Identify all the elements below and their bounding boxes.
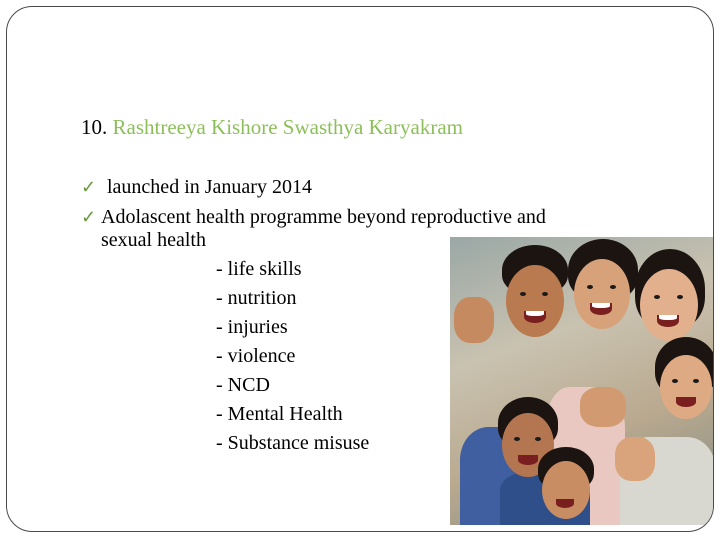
sub-item: - injuries — [216, 316, 288, 338]
bullet-item-1 — [81, 175, 312, 199]
title-number: 10. — [81, 115, 108, 139]
sub-item: - life skills — [216, 258, 302, 280]
sub-item: - nutrition — [216, 287, 297, 309]
bullet-item-2 — [81, 205, 546, 229]
sub-item: - violence — [216, 345, 296, 367]
sub-item: - Substance misuse — [216, 432, 370, 454]
bullet-text-2: Adolascent health programme beyond reproductive and — [101, 206, 546, 228]
title-text: Rashtreeya Kishore Swasthya Karyakram — [112, 115, 463, 139]
slide-title — [81, 115, 463, 140]
sub-item-list — [216, 255, 369, 458]
checkmark-icon: ✓ — [81, 177, 97, 197]
slide — [6, 6, 714, 532]
bullet-text-1: launched in January 2014 — [107, 176, 312, 198]
children-group-photo — [450, 237, 714, 525]
sub-item: - Mental Health — [216, 403, 343, 425]
sub-item: - NCD — [216, 374, 270, 396]
checkmark-icon: ✓ — [81, 207, 97, 227]
bullet-continuation: sexual health — [101, 229, 206, 251]
